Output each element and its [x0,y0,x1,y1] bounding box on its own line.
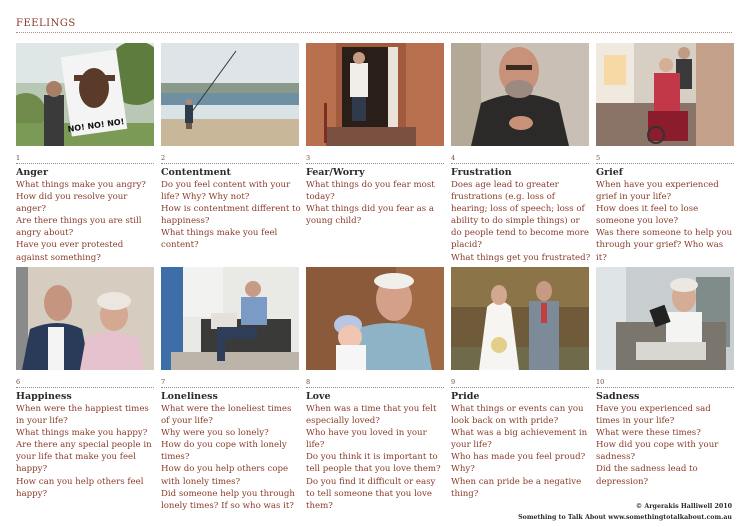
question: When can pride be a negative thing? [451,476,582,499]
card-contentment [161,43,301,251]
question: How do you help others cope with lonely times? [161,464,289,487]
card-name: Contentment [161,167,231,178]
card-name: Grief [596,167,623,178]
question-list [16,179,156,264]
card-divider [306,163,444,164]
title-divider [16,32,732,33]
card-number: 3 [306,154,311,162]
page-title: FEELINGS [16,18,76,29]
card-frustration [451,43,591,263]
card-number: 8 [306,378,311,386]
card-love [306,267,444,511]
card-number: 6 [16,378,21,386]
card-divider [161,163,299,164]
question-list [306,403,446,512]
card-happiness [16,267,154,499]
question: Are there any special people in your life that make you feel happy? [16,440,152,475]
question: Does age lead to greater frustrations (e.g. loss of hearing; loss of speech; loss of ability to do simple things) or do people tend to become more placid? [451,180,589,251]
question: What were the loneliest times of your life? [161,404,292,427]
question-list [306,179,446,227]
card-divider [596,163,734,164]
protest-sign-text: NO! NO! NO! [67,117,125,134]
question: What was a big achievement in your life? [451,428,588,451]
photo-happiness [16,267,154,370]
card-anger [16,43,154,263]
card-number: 1 [16,154,21,162]
question: When were the happiest times in your life? [16,404,149,427]
card-number: 9 [451,378,456,386]
question: How is contentment different to happiness? [161,204,301,227]
card-number: 7 [161,378,166,386]
question-list [451,403,591,500]
card-name: Love [306,391,331,402]
card-loneliness [161,267,299,511]
question: Are there things you are still angry about? [16,216,142,239]
question: How do you cope with lonely times? [161,440,287,463]
question-list [451,179,591,264]
question: How can you help others feel happy? [16,476,144,499]
card-name: Frustration [451,167,512,178]
card-number: 10 [596,378,605,386]
card-divider [16,387,154,388]
card-name: Happiness [16,391,72,402]
photo-loneliness [161,267,299,370]
photo-grief [596,43,734,146]
copyright-notice: © Argerakis Halliwell 2010 [635,503,732,510]
question: What things make you feel content? [161,228,278,251]
question: Do you find it difficult or easy to tell someone that you love them? [306,476,436,511]
question: What things did you fear as a young child? [306,204,434,227]
question: Did the sadness lead to depression? [596,464,698,487]
question: Do you feel content with your life? Why? Why not? [161,180,291,203]
question: What things do you fear most today? [306,180,435,203]
question: Who have you loved in your life? [306,428,427,451]
card-grief [596,43,734,263]
card-divider [451,387,589,388]
card-pride [451,267,589,499]
card-name: Sadness [596,391,640,402]
question-list [16,403,156,500]
question: How did you resolve your anger? [16,192,128,215]
question: Who has made you feel proud? Why? [451,452,586,475]
photo-frustration [451,43,589,146]
photo-anger [16,43,154,146]
card-divider [451,163,589,164]
card-name: Loneliness [161,391,218,402]
card-number: 2 [161,154,166,162]
question: How did you cope with your sadness? [596,440,719,463]
card-name: Pride [451,391,480,402]
question: What things or events can you look back on with pride? [451,404,584,427]
question: Was there someone to help you through your grief? Who was it? [596,228,733,263]
question: Have you experienced sad times in your life? [596,404,711,427]
card-divider [596,387,734,388]
photo-contentment [161,43,299,146]
website-credit: Something to Talk About www.somethingtotalkabout.com.au [518,514,732,521]
question: Why were you so lonely? [161,428,269,439]
photo-fear-worry [306,43,444,146]
question-list [161,179,301,252]
question: Have you ever protested against something? [16,240,124,263]
card-name: Anger [16,167,48,178]
question: What things make you happy? [16,428,148,439]
question: Do you think it is important to tell people that you love them? [306,452,441,475]
photo-love [306,267,444,370]
photo-pride [451,267,589,370]
card-name: Fear/Worry [306,167,365,178]
question: Did someone help you through lonely times? If so who was it? [161,488,295,511]
photo-sadness [596,267,734,370]
question-list [596,179,736,264]
question: When have you experienced grief in your life? [596,180,719,203]
card-divider [306,387,444,388]
card-number: 4 [451,154,456,162]
question: How does it feel to lose someone you love? [596,204,699,227]
card-divider [161,387,299,388]
question: What things make you angry? [16,180,146,190]
question-list [161,403,301,512]
question: What were these times? [596,428,701,439]
card-fear-worry [306,43,444,227]
question: What things get you frustrated? [451,252,591,263]
question: When was a time that you felt especially loved? [306,404,437,427]
question-list [596,403,736,488]
card-divider [16,163,154,164]
card-sadness [596,267,734,487]
card-number: 5 [596,154,601,162]
